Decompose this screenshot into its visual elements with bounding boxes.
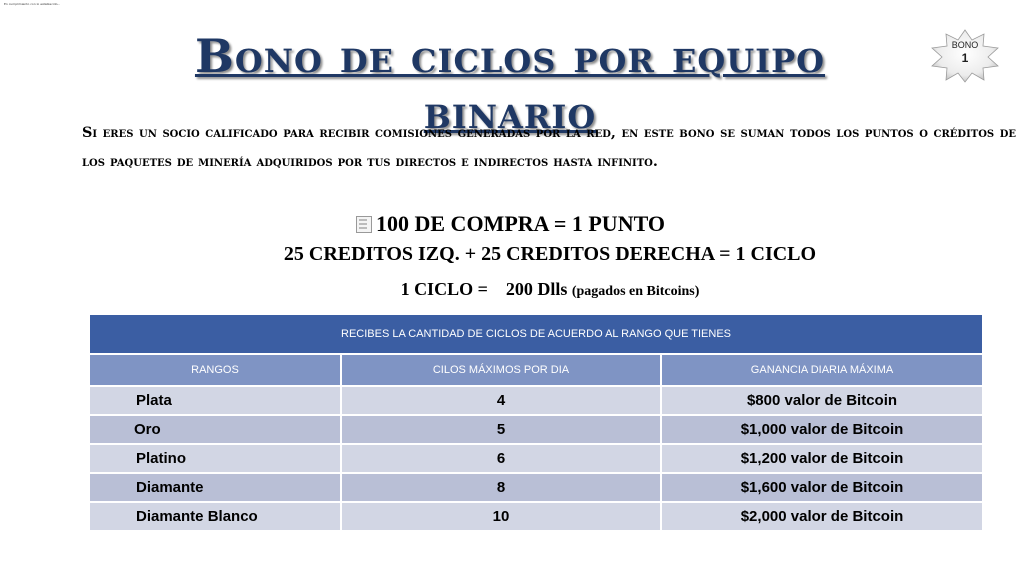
rank-cell: Plata [89,386,341,415]
intro-paragraph: Si eres un socio calificado para recibir comisiones generadas por la red, en este bono se suman todos los puntos o créditos de los paquetes de minería adquiridos por tus directos e indirectos hasta infinito. [82,124,1016,170]
table-row [89,444,983,473]
formula-points [356,211,776,237]
rank-cell: Diamante [89,473,341,502]
formula-value-main: 1 CICLO = 200 Dlls [400,279,568,299]
table-row [89,386,983,415]
rank-cell: Oro [89,415,341,444]
earnings-cell: $1,200 valor de Bitcoin [661,444,983,473]
formula-value [120,279,980,300]
earnings-cell: $800 valor de Bitcoin [661,386,983,415]
earnings-cell: $1,000 valor de Bitcoin [661,415,983,444]
formula-cycle: 25 CREDITOS IZQ. + 25 CREDITOS DERECHA = 1 CICLO [283,243,817,265]
earnings-cell: $1,600 valor de Bitcoin [661,473,983,502]
column-header-rank: RANGOS [89,354,341,386]
badge-label: BONO [951,40,979,50]
ranks-table [88,313,984,532]
image-placeholder-icon [356,216,372,233]
column-header-max-cycles: CILOS MÁXIMOS POR DIA [341,354,661,386]
cycles-cell: 6 [341,444,661,473]
earnings-cell: $2,000 valor de Bitcoin [661,502,983,531]
cycles-cell: 10 [341,502,661,531]
bono-badge [928,28,1002,84]
table-row [89,415,983,444]
table-row [89,502,983,531]
rank-cell: Diamante Blanco [89,502,341,531]
table-column-headers [89,354,983,386]
table-row [89,473,983,502]
cycles-cell: 8 [341,473,661,502]
formula-points-text: 100 DE COMPRA = 1 PUNTO [376,211,665,236]
column-header-max-earnings: GANANCIA DIARIA MÁXIMA [661,354,983,386]
formula-value-note: (pagados en Bitcoins) [571,284,700,299]
table-caption-row [89,314,983,354]
cycles-cell: 4 [341,386,661,415]
rank-cell: Platino [89,444,341,473]
badge-number: 1 [961,51,969,65]
cycles-cell: 5 [341,415,661,444]
table-caption: RECIBES LA CANTIDAD DE CICLOS DE ACUERDO AL RANGO QUE TIENES [89,314,983,354]
slide-caption: En cumplimiento con lo establecido... [4,2,61,6]
slide-title: Bono de ciclos por equipo binario [194,29,826,139]
